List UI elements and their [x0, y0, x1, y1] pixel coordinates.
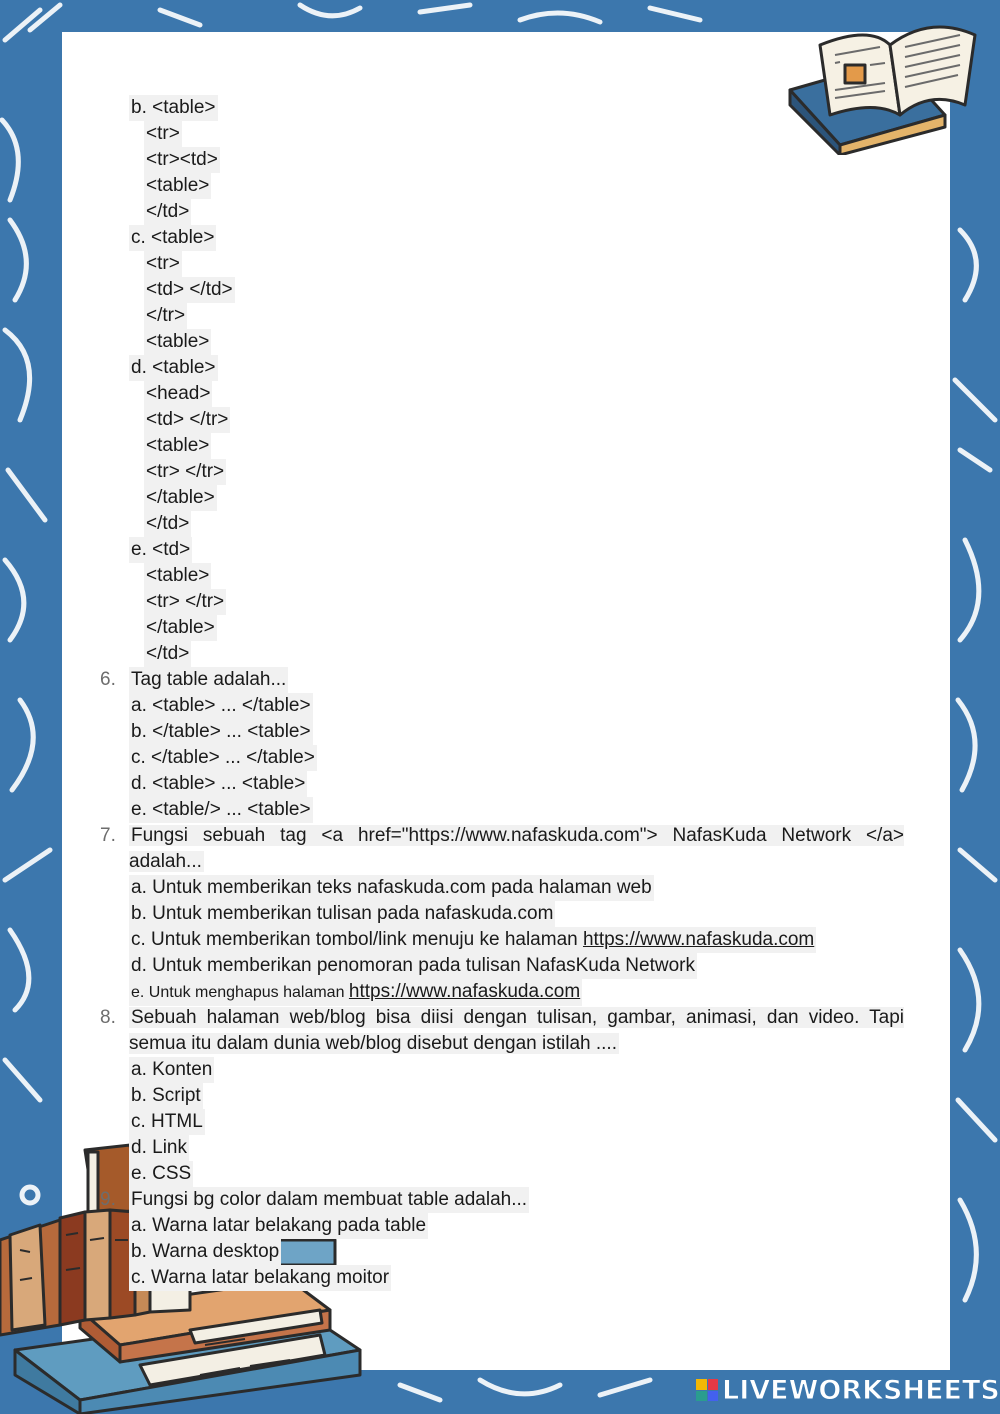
option-row — [0, 1135, 1000, 1161]
code-text: </tr> — [144, 303, 187, 329]
option-row — [0, 1239, 1000, 1265]
code-line — [0, 485, 1000, 511]
option-label: e. <td> — [129, 537, 192, 563]
option-label: e. <table/> ... <table> — [129, 797, 313, 823]
code-text: </table> — [144, 615, 217, 641]
code-line — [0, 563, 1000, 589]
option-row — [0, 1083, 1000, 1109]
option-label — [129, 927, 816, 953]
code-line — [0, 459, 1000, 485]
option-row — [0, 1213, 1000, 1239]
question-number: 9. — [100, 1189, 116, 1210]
option-label: c. Warna latar belakang moitor — [129, 1265, 391, 1291]
option-text: e. Untuk menghapus halaman — [131, 984, 349, 1001]
logo-square — [696, 1379, 707, 1390]
code-text: <table> — [144, 329, 211, 355]
option-label: b. <table> — [129, 95, 218, 121]
question-6 — [0, 667, 1000, 823]
code-line — [0, 329, 1000, 355]
code-text: </table> — [144, 485, 217, 511]
option-label — [129, 979, 582, 1006]
question-row — [0, 1187, 1000, 1213]
option-label: a. Warna latar belakang pada table — [129, 1213, 428, 1239]
option-row — [0, 1109, 1000, 1135]
option-row — [0, 1057, 1000, 1083]
code-line — [0, 251, 1000, 277]
code-text: </td> — [144, 641, 191, 667]
code-text: </td> — [144, 199, 191, 225]
code-text: <head> — [144, 381, 212, 407]
code-line — [0, 381, 1000, 407]
option-row — [0, 927, 1000, 953]
question-number: 6. — [100, 669, 116, 690]
code-line — [0, 589, 1000, 615]
option-row — [0, 771, 1000, 797]
option-row — [0, 953, 1000, 979]
code-text: <td> </td> — [144, 277, 235, 303]
option-row — [0, 719, 1000, 745]
option-row — [0, 225, 1000, 251]
option-link[interactable]: https://www.nafaskuda.com — [348, 981, 581, 1002]
code-line — [0, 199, 1000, 225]
question-9 — [0, 1187, 1000, 1291]
option-label: a. Konten — [129, 1057, 214, 1083]
option-label: a. <table> ... </table> — [129, 693, 313, 719]
option-label: a. Untuk memberikan teks nafaskuda.com pada halaman web — [129, 875, 654, 901]
option-label: b. </table> ... <table> — [129, 719, 313, 745]
option-label: e. CSS — [129, 1161, 193, 1187]
code-line — [0, 147, 1000, 173]
option-label: b. Script — [129, 1083, 203, 1109]
option-label: c. HTML — [129, 1109, 205, 1135]
code-line — [0, 433, 1000, 459]
option-label: d. Link — [129, 1135, 189, 1161]
option-row — [0, 875, 1000, 901]
question-row — [0, 667, 1000, 693]
code-text: <tr> </tr> — [144, 459, 226, 485]
option-row — [0, 95, 1000, 121]
option-label: d. Untuk memberikan penomoran pada tulisan NafasKuda Network — [129, 953, 697, 979]
option-row — [0, 745, 1000, 771]
question-text: Tag table adalah... — [129, 667, 288, 693]
option-label: b. Warna desktop — [129, 1239, 281, 1265]
question-row — [100, 823, 904, 875]
code-line — [0, 303, 1000, 329]
option-text: c. Untuk memberikan tombol/link menuju ke halaman — [131, 929, 583, 950]
code-text: <tr><td> — [144, 147, 220, 173]
option-row — [0, 355, 1000, 381]
code-text: <table> — [144, 433, 211, 459]
option-label: d. <table> ... <table> — [129, 771, 307, 797]
option-label: b. Untuk memberikan tulisan pada nafaskuda.com — [129, 901, 555, 927]
code-line — [0, 121, 1000, 147]
code-text: <tr> — [144, 251, 182, 277]
code-line — [0, 277, 1000, 303]
question-text: Fungsi bg color dalam membuat table adalah... — [129, 1187, 529, 1213]
code-line — [0, 641, 1000, 667]
question-number: 8. — [100, 1007, 116, 1028]
option-row — [0, 537, 1000, 563]
code-line — [0, 407, 1000, 433]
option-link[interactable]: https://www.nafaskuda.com — [582, 929, 815, 950]
question-5-continued — [0, 95, 1000, 667]
question-text: Fungsi sebuah tag <a href="https://www.nafaskuda.com"> NafasKuda Network </a> adalah... — [129, 825, 904, 872]
code-text: <tr> </tr> — [144, 589, 226, 615]
option-row — [0, 901, 1000, 927]
code-line — [0, 615, 1000, 641]
option-row — [0, 797, 1000, 823]
question-8 — [0, 1005, 1000, 1187]
code-line — [0, 511, 1000, 537]
code-text: </td> — [144, 511, 191, 537]
option-row — [0, 693, 1000, 719]
option-row — [0, 1161, 1000, 1187]
option-label: d. <table> — [129, 355, 218, 381]
liveworksheets-logo-icon — [696, 1379, 718, 1401]
code-text: <table> — [144, 563, 211, 589]
question-text: Sebuah halaman web/blog bisa diisi dengan tulisan, gambar, animasi, dan video. Tapi semua itu dalam dunia web/blog disebut dengan istilah .... — [129, 1007, 904, 1054]
code-text: <tr> — [144, 121, 182, 147]
option-row — [0, 1265, 1000, 1291]
question-number: 7. — [100, 825, 116, 846]
liveworksheets-logo — [696, 1374, 1000, 1406]
logo-square — [696, 1391, 707, 1402]
code-text: <table> — [144, 173, 211, 199]
code-text: <td> </tr> — [144, 407, 230, 433]
question-7 — [0, 823, 1000, 1005]
option-label: c. <table> — [129, 225, 216, 251]
question-row — [100, 1005, 904, 1057]
option-label: c. </table> ... </table> — [129, 745, 317, 771]
code-line — [0, 173, 1000, 199]
logo-square — [708, 1391, 719, 1402]
option-row — [0, 979, 1000, 1005]
logo-square — [708, 1379, 719, 1390]
brand-name: LIVEWORKSHEETS — [722, 1374, 1000, 1406]
